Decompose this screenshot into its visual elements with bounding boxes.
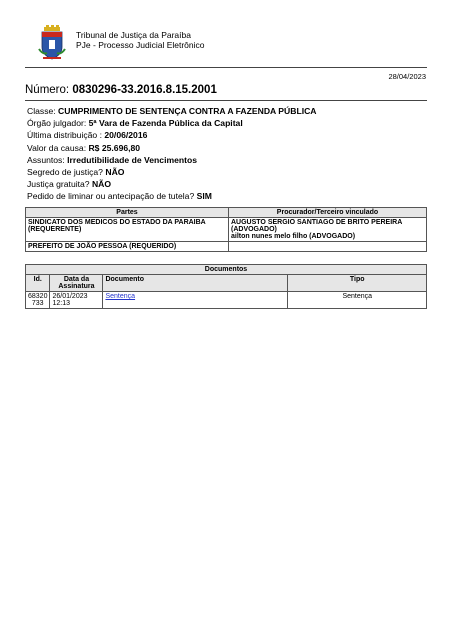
field-orgao: Órgão julgador: 5ª Vara de Fazenda Pública da Capital (27, 118, 243, 129)
table-row (26, 218, 427, 242)
partes-header-row (26, 208, 427, 218)
partes-table (25, 207, 427, 252)
process-number-value: 0830296-33.2016.8.15.2001 (72, 84, 217, 96)
table-row (26, 242, 427, 252)
procurador-cell (229, 242, 427, 252)
doc-id: 68320 733 (26, 292, 50, 309)
documentos-title-row (26, 265, 427, 275)
process-number (25, 84, 217, 96)
partes-header: Partes (26, 208, 229, 218)
documentos-header-row (26, 275, 427, 292)
court-name: Tribunal de Justiça da Paraíba (76, 30, 191, 40)
procurador-cell: AUGUSTO SERGIO SANTIAGO DE BRITO PEREIRA (ADVOGADO) ailton nunes melo filho (ADVOGADO) (229, 218, 427, 242)
field-gratuita: Justiça gratuita? NÃO (27, 179, 112, 190)
process-info (27, 105, 317, 203)
parte-cell: SINDICATO DOS MEDICOS DO ESTADO DA PARAIBA (REQUERENTE) (26, 218, 229, 242)
number-rule (25, 100, 427, 101)
parte-cell: PREFEITO DE JOÃO PESSOA (REQUERIDO) (26, 242, 229, 252)
print-date: 28/04/2023 (388, 72, 426, 81)
field-classe: Classe: CUMPRIMENTO DE SENTENÇA CONTRA A FAZENDA PÚBLICA (27, 106, 317, 116)
doc-data: 26/01/2023 12:13 (50, 292, 103, 309)
doc-documento-cell (103, 292, 288, 309)
field-assuntos: Assuntos: Irredutibilidade de Vencimentos (27, 154, 198, 165)
field-segredo: Segredo de justiça? NÃO (27, 167, 125, 178)
table-row (26, 292, 427, 309)
col-tipo: Tipo (288, 275, 427, 292)
doc-tipo: Sentença (288, 292, 427, 309)
header-rule (25, 67, 427, 68)
court-logo (37, 25, 67, 61)
col-data: Data da Assinatura (50, 275, 103, 292)
field-liminar: Pedido de liminar ou antecipação de tutela? SIM (27, 191, 212, 202)
documentos-title: Documentos (26, 265, 427, 275)
procurador-header: Procurador/Terceiro vinculado (229, 208, 427, 218)
system-name: PJe - Processo Judicial Eletrônico (76, 40, 205, 50)
field-distribuicao: Última distribuição : 20/06/2016 (27, 130, 148, 141)
col-documento: Documento (103, 275, 288, 292)
process-number-label: Número: (25, 84, 70, 96)
field-valor: Valor da causa: R$ 25.696,80 (27, 142, 141, 153)
documentos-table (25, 264, 427, 309)
col-id: Id. (26, 275, 50, 292)
documento-link[interactable]: Sentença (105, 293, 136, 300)
